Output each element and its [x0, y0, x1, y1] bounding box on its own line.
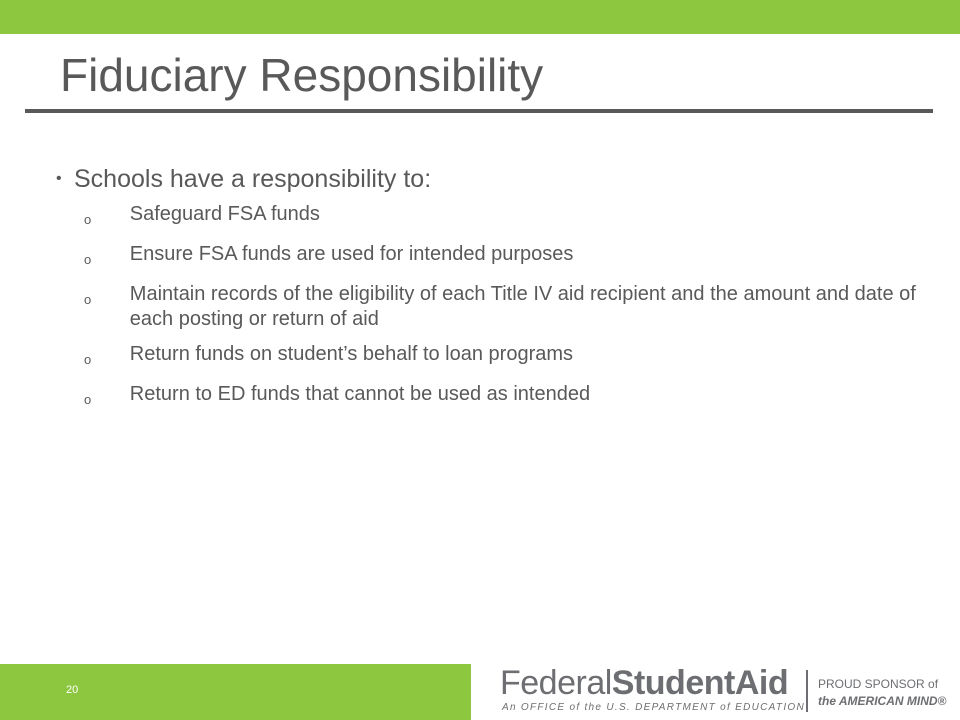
title-underline	[25, 109, 933, 113]
logo-word-studentaid: StudentAid	[611, 664, 789, 702]
slide-footer	[0, 664, 960, 720]
circle-bullet-icon: o	[84, 252, 92, 267]
sub-bullet-item	[82, 242, 916, 272]
circle-bullet-icon: o	[84, 392, 92, 407]
top-accent-bar	[0, 0, 960, 34]
sub-bullet-text: Return funds on student’s behalf to loan programs	[129, 343, 574, 365]
sub-bullet-item	[82, 342, 916, 372]
sponsor-line-1: PROUD SPONSOR of	[818, 677, 939, 691]
bullet-icon: •	[56, 170, 62, 187]
logo-word-federal: Federal	[500, 664, 612, 702]
sponsor-text	[818, 676, 946, 710]
slide-title: Fiduciary Responsibility	[60, 49, 544, 101]
sub-bullet-item	[82, 202, 916, 232]
main-bullet	[56, 162, 916, 196]
slide-number: 20	[66, 684, 79, 696]
circle-bullet-icon: o	[84, 292, 92, 307]
logo-divider	[806, 670, 808, 712]
slide-content	[56, 162, 916, 422]
sponsor-line-2: the AMERICAN MIND®	[818, 694, 947, 708]
federal-student-aid-logo	[500, 664, 805, 720]
footer-green-bar	[0, 664, 471, 720]
sub-bullet-list	[82, 202, 916, 412]
logo-wordmark	[500, 666, 788, 700]
sub-bullet-text: Safeguard FSA funds	[129, 203, 320, 225]
sub-bullet-text: Maintain records of the eligibility of each Title IV aid recipient and the amount and date of each posting or return of aid	[129, 283, 916, 330]
sub-bullet-text: Return to ED funds that cannot be used as intended	[129, 383, 591, 405]
sub-bullet-item	[82, 282, 916, 332]
logo-tagline: An OFFICE of the U.S. DEPARTMENT of EDUCATION	[502, 702, 805, 713]
circle-bullet-icon: o	[84, 212, 92, 227]
circle-bullet-icon: o	[84, 352, 92, 367]
sub-bullet-item	[82, 382, 916, 412]
sub-bullet-text: Ensure FSA funds are used for intended purposes	[129, 243, 574, 265]
main-bullet-text: Schools have a responsibility to:	[74, 165, 432, 193]
